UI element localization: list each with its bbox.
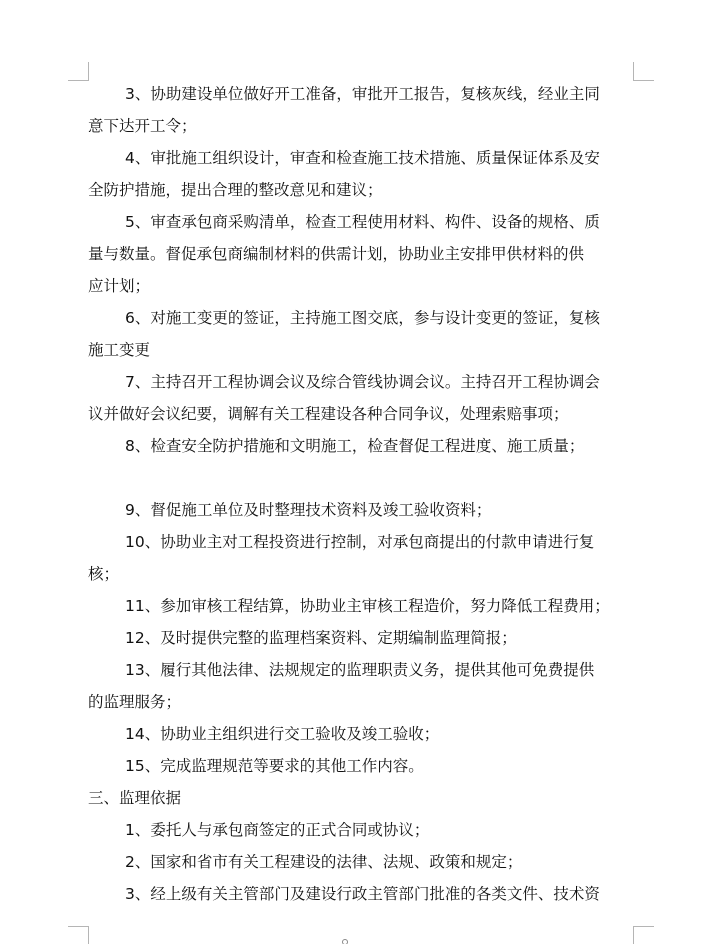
page-corner-mark-bottom-right xyxy=(633,926,654,944)
item-11-line-1: 11、参加审核工程结算，协助业主审核工程造价，努力降低工程费用； xyxy=(125,597,610,615)
item-15-line-1: 15、完成监理规范等要求的其他工作内容。 xyxy=(125,757,424,775)
item-14-line-1: 14、协助业主组织进行交工验收及竣工验收； xyxy=(125,725,440,743)
item-6-line-1: 6、对施工变更的签证，主持施工图交底，参与设计变更的签证，复核 xyxy=(125,309,600,327)
item-3-line-1: 3、协助建设单位做好开工准备，审批开工报告，复核灰线，经业主同 xyxy=(125,85,600,103)
blank-line xyxy=(88,462,636,494)
item-7-line-2: 议并做好会议纪要，调解有关工程建设各种合同争议，处理索赔事项； xyxy=(88,405,569,423)
section-heading: 三、监理依据 xyxy=(88,789,182,807)
item-12-line-1: 12、及时提供完整的监理档案资料、定期编制监理简报； xyxy=(125,629,517,647)
basis-item-1: 1、委托人与承包商签定的正式合同或协议； xyxy=(125,821,430,839)
item-13-line-2: 的监理服务； xyxy=(88,693,182,711)
item-6-line-2: 施工变更 xyxy=(88,341,151,359)
item-9-line-1: 9、督促施工单位及时整理技术资料及竣工验收资料； xyxy=(125,501,492,519)
item-4-line-2: 全防护措施，提出合理的整改意见和建议； xyxy=(88,181,383,199)
item-5-line-3: 应计划； xyxy=(88,277,151,295)
document-body[interactable] xyxy=(88,78,636,910)
page-corner-mark-top-right xyxy=(633,62,654,81)
basis-item-3-line-1: 3、经上级有关主管部门及建设行政主管部门批准的各类文件、技术资 xyxy=(125,885,600,903)
item-5-line-1: 5、审查承包商采购清单，检查工程使用材料、构件、设备的规格、质 xyxy=(125,213,600,231)
item-5-line-2: 量与数量。督促承包商编制材料的供需计划，协助业主安排甲供材料的供 xyxy=(88,245,585,263)
paragraph-mark-icon xyxy=(342,939,348,944)
item-8-line-1: 8、检查安全防护措施和文明施工，检查督促工程进度、施工质量； xyxy=(125,437,585,455)
item-13-line-1: 13、履行其他法律、法规规定的监理职责义务，提供其他可免费提供 xyxy=(125,661,595,679)
basis-item-2: 2、国家和省市有关工程建设的法律、法规、政策和规定； xyxy=(125,853,523,871)
item-10-line-2: 核； xyxy=(88,565,120,583)
page-corner-mark-top-left xyxy=(68,62,89,81)
item-4-line-1: 4、审批施工组织设计，审查和检查施工技术措施、质量保证体系及安 xyxy=(125,149,600,167)
item-3-line-2: 意下达开工令； xyxy=(88,117,197,135)
item-10-line-1: 10、协助业主对工程投资进行控制，对承包商提出的付款申请进行复 xyxy=(125,533,595,551)
item-7-line-1: 7、主持召开工程协调会议及综合管线协调会议。主持召开工程协调会 xyxy=(125,373,600,391)
page-corner-mark-bottom-left xyxy=(68,926,89,944)
